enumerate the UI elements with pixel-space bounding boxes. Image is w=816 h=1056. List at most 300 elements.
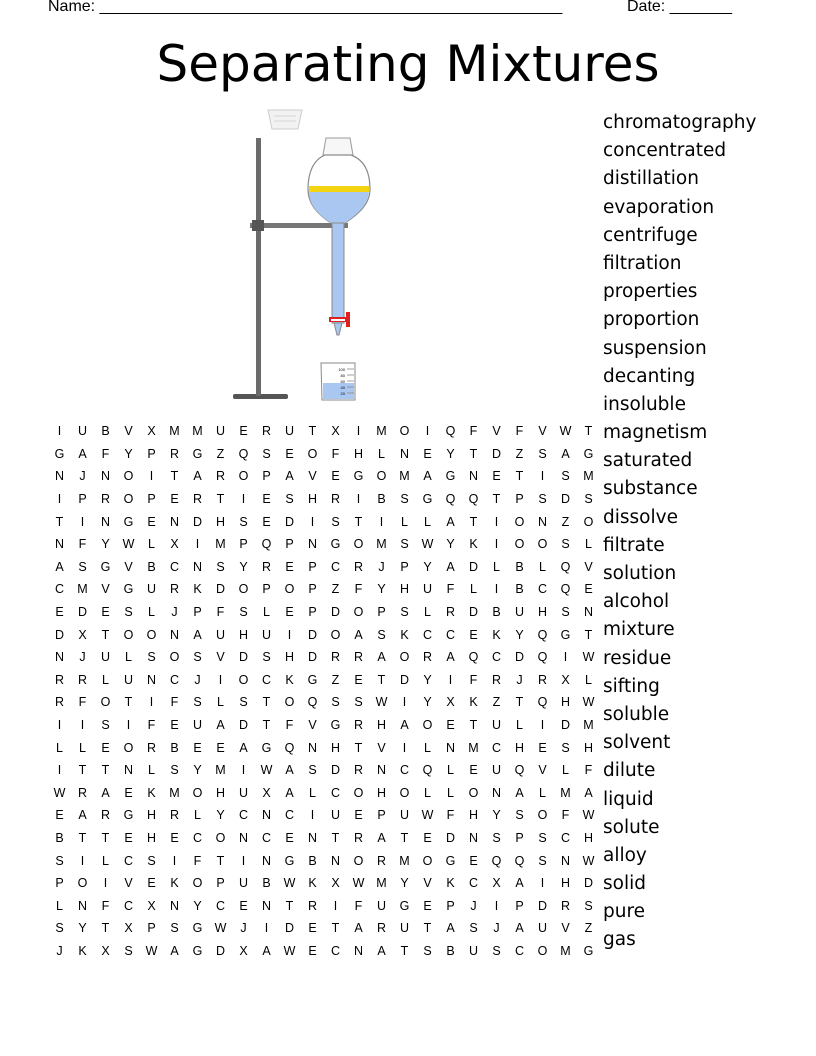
grid-letter[interactable]: I [241,492,246,507]
grid-letter[interactable]: F [193,853,202,868]
grid-letter[interactable]: O [192,785,203,800]
grid-letter[interactable]: E [492,469,501,484]
grid-letter[interactable]: M [399,469,410,484]
grid-letter[interactable]: I [57,492,62,507]
grid-letter[interactable]: V [377,740,386,755]
grid-letter[interactable]: Y [193,898,202,913]
grid-letter[interactable]: O [376,469,387,484]
grid-letter[interactable]: C [261,830,272,845]
grid-letter[interactable]: U [261,627,272,642]
grid-letter[interactable]: H [238,627,249,642]
grid-letter[interactable]: O [468,785,479,800]
grid-letter[interactable]: V [492,424,501,439]
grid-letter[interactable]: I [402,695,407,710]
grid-letter[interactable]: M [169,424,180,439]
grid-letter[interactable]: U [215,424,226,439]
grid-letter[interactable]: S [469,921,478,936]
grid-letter[interactable]: E [262,492,271,507]
grid-letter[interactable]: F [584,763,593,778]
grid-letter[interactable]: Q [514,853,525,868]
grid-letter[interactable]: P [308,605,317,620]
grid-letter[interactable]: E [285,559,294,574]
grid-letter[interactable]: G [123,582,134,597]
grid-letter[interactable]: H [330,740,341,755]
grid-letter[interactable]: U [376,898,387,913]
grid-letter[interactable]: L [148,537,155,552]
grid-letter[interactable]: J [79,650,86,665]
grid-letter[interactable]: W [122,537,135,552]
grid-letter[interactable]: G [330,718,341,733]
grid-letter[interactable]: W [283,943,296,958]
grid-letter[interactable]: N [261,898,272,913]
grid-letter[interactable]: E [239,424,248,439]
grid-letter[interactable]: T [262,718,271,733]
grid-letter[interactable]: P [377,605,386,620]
grid-letter[interactable]: O [123,492,134,507]
grid-letter[interactable]: S [124,943,133,958]
grid-letter[interactable]: C [468,876,479,891]
grid-letter[interactable]: C [514,943,525,958]
grid-letter[interactable]: D [560,718,571,733]
grid-letter[interactable]: R [376,853,387,868]
grid-letter[interactable]: L [585,672,592,687]
grid-letter[interactable]: S [331,514,340,529]
grid-letter[interactable]: S [147,853,156,868]
grid-letter[interactable]: S [584,898,593,913]
grid-letter[interactable]: C [330,559,341,574]
grid-letter[interactable]: R [537,672,548,687]
grid-letter[interactable]: E [55,808,64,823]
grid-letter[interactable]: T [400,943,409,958]
grid-letter[interactable]: T [308,424,317,439]
grid-letter[interactable]: V [124,559,133,574]
grid-letter[interactable]: K [400,627,409,642]
grid-letter[interactable]: M [215,763,226,778]
grid-letter[interactable]: H [537,605,548,620]
grid-letter[interactable]: R [330,650,341,665]
grid-letter[interactable]: H [583,830,594,845]
grid-letter[interactable]: C [261,672,272,687]
grid-letter[interactable]: L [125,650,132,665]
grid-letter[interactable]: Q [560,559,571,574]
grid-letter[interactable]: U [215,627,226,642]
grid-letter[interactable]: M [192,424,203,439]
grid-letter[interactable]: O [307,446,318,461]
grid-letter[interactable]: O [238,672,249,687]
grid-letter[interactable]: S [239,514,248,529]
grid-letter[interactable]: L [102,672,109,687]
grid-letter[interactable]: Y [124,446,133,461]
grid-letter[interactable]: H [583,740,594,755]
grid-letter[interactable]: B [170,740,179,755]
grid-letter[interactable]: A [354,627,363,642]
grid-letter[interactable]: K [147,785,156,800]
grid-letter[interactable]: R [353,718,364,733]
grid-letter[interactable]: H [215,785,226,800]
grid-letter[interactable]: I [172,853,177,868]
grid-letter[interactable]: N [192,559,203,574]
grid-letter[interactable]: C [238,808,249,823]
grid-letter[interactable]: C [123,853,134,868]
grid-letter[interactable]: N [123,763,134,778]
grid-letter[interactable]: G [307,672,318,687]
grid-letter[interactable]: L [424,605,431,620]
grid-letter[interactable]: S [400,605,409,620]
grid-letter[interactable]: S [55,921,64,936]
grid-letter[interactable]: U [284,424,295,439]
grid-letter[interactable]: R [100,492,111,507]
grid-letter[interactable]: D [468,559,479,574]
grid-letter[interactable]: A [400,718,409,733]
grid-letter[interactable]: N [54,469,65,484]
grid-letter[interactable]: F [78,695,87,710]
grid-letter[interactable]: I [494,514,499,529]
grid-letter[interactable]: L [194,808,201,823]
grid-letter[interactable]: I [103,876,108,891]
name-field[interactable]: Name: ____________________________________________________ [48,0,563,15]
grid-letter[interactable]: I [241,853,246,868]
grid-letter[interactable]: X [446,695,455,710]
grid-letter[interactable]: V [308,469,317,484]
grid-letter[interactable]: B [515,559,524,574]
grid-letter[interactable]: H [560,695,571,710]
grid-letter[interactable]: E [354,672,363,687]
grid-letter[interactable]: C [169,672,180,687]
grid-letter[interactable]: Z [216,446,225,461]
grid-letter[interactable]: C [491,650,502,665]
grid-letter[interactable]: T [170,469,179,484]
grid-letter[interactable]: F [354,582,363,597]
grid-letter[interactable]: S [538,830,547,845]
grid-letter[interactable]: E [216,740,225,755]
grid-letter[interactable]: E [101,740,110,755]
grid-letter[interactable]: V [124,424,133,439]
grid-letter[interactable]: N [560,853,571,868]
grid-letter[interactable]: E [446,718,455,733]
grid-letter[interactable]: R [100,808,111,823]
grid-letter[interactable]: E [354,808,363,823]
grid-letter[interactable]: I [310,514,315,529]
grid-letter[interactable]: F [469,672,478,687]
grid-letter[interactable]: Q [491,853,502,868]
grid-letter[interactable]: J [240,921,247,936]
grid-letter[interactable]: T [377,672,386,687]
grid-letter[interactable]: J [516,672,523,687]
grid-letter[interactable]: V [561,921,570,936]
grid-letter[interactable]: O [238,582,249,597]
grid-letter[interactable]: O [192,876,203,891]
grid-letter[interactable]: I [287,627,292,642]
grid-letter[interactable]: B [262,876,271,891]
grid-letter[interactable]: A [285,469,294,484]
grid-letter[interactable]: R [261,424,272,439]
grid-letter[interactable]: I [57,424,62,439]
grid-letter[interactable]: X [331,876,340,891]
grid-letter[interactable]: G [560,627,571,642]
grid-letter[interactable]: D [77,605,88,620]
grid-letter[interactable]: O [238,469,249,484]
grid-letter[interactable]: C [54,582,65,597]
grid-letter[interactable]: P [515,830,524,845]
grid-letter[interactable]: J [378,559,385,574]
grid-letter[interactable]: W [582,808,595,823]
grid-letter[interactable]: F [101,446,110,461]
grid-letter[interactable]: N [169,627,180,642]
grid-letter[interactable]: P [193,605,202,620]
grid-letter[interactable]: O [123,740,134,755]
grid-letter[interactable]: A [193,627,202,642]
grid-letter[interactable]: O [169,650,180,665]
grid-letter[interactable]: I [494,537,499,552]
grid-letter[interactable]: Z [492,695,501,710]
grid-letter[interactable]: A [584,785,593,800]
grid-letter[interactable]: D [330,605,341,620]
grid-letter[interactable]: Y [377,582,386,597]
grid-letter[interactable]: W [582,695,595,710]
grid-letter[interactable]: P [308,582,317,597]
grid-letter[interactable]: I [540,469,545,484]
grid-letter[interactable]: T [423,921,432,936]
grid-letter[interactable]: A [239,740,248,755]
grid-letter[interactable]: L [148,605,155,620]
grid-letter[interactable]: O [123,469,134,484]
grid-letter[interactable]: W [421,808,434,823]
grid-letter[interactable]: E [55,605,64,620]
grid-letter[interactable]: G [54,446,65,461]
grid-letter[interactable]: D [192,514,203,529]
grid-letter[interactable]: N [100,514,111,529]
grid-letter[interactable]: U [192,718,203,733]
grid-letter[interactable]: A [170,943,179,958]
grid-letter[interactable]: C [537,582,548,597]
grid-letter[interactable]: T [55,514,64,529]
grid-letter[interactable]: I [494,898,499,913]
grid-letter[interactable]: A [193,469,202,484]
grid-letter[interactable]: A [515,785,524,800]
grid-letter[interactable]: A [216,718,225,733]
grid-letter[interactable]: L [309,785,316,800]
grid-letter[interactable]: M [583,718,594,733]
grid-letter[interactable]: W [582,650,595,665]
grid-letter[interactable]: U [491,718,502,733]
grid-letter[interactable]: Z [584,921,593,936]
grid-letter[interactable]: P [446,898,455,913]
grid-letter[interactable]: P [400,559,409,574]
grid-letter[interactable]: Q [537,627,548,642]
grid-letter[interactable]: X [124,921,133,936]
grid-letter[interactable]: L [217,695,224,710]
grid-letter[interactable]: C [284,808,295,823]
grid-letter[interactable]: O [330,627,341,642]
grid-letter[interactable]: X [78,627,87,642]
grid-letter[interactable]: Q [560,582,571,597]
grid-letter[interactable]: S [55,853,64,868]
grid-letter[interactable]: F [216,605,225,620]
grid-letter[interactable]: C [330,943,341,958]
grid-letter[interactable]: R [353,830,364,845]
grid-letter[interactable]: F [561,808,570,823]
grid-letter[interactable]: I [195,537,200,552]
grid-letter[interactable]: P [147,921,156,936]
grid-letter[interactable]: I [80,514,85,529]
grid-letter[interactable]: D [583,876,594,891]
grid-letter[interactable]: Y [492,808,501,823]
grid-letter[interactable]: O [353,605,364,620]
grid-letter[interactable]: D [215,943,226,958]
grid-letter[interactable]: L [447,763,454,778]
grid-letter[interactable]: M [77,582,88,597]
grid-letter[interactable]: S [538,492,547,507]
grid-letter[interactable]: P [147,446,156,461]
grid-letter[interactable]: K [170,876,179,891]
grid-letter[interactable]: F [446,582,455,597]
grid-letter[interactable]: Q [514,763,525,778]
grid-letter[interactable]: N [468,830,479,845]
grid-letter[interactable]: G [100,559,111,574]
grid-letter[interactable]: S [423,943,432,958]
grid-letter[interactable]: T [492,492,501,507]
grid-letter[interactable]: S [561,469,570,484]
grid-letter[interactable]: R [54,695,65,710]
grid-letter[interactable]: L [539,785,546,800]
grid-letter[interactable]: Q [284,740,295,755]
grid-letter[interactable]: Q [468,492,479,507]
grid-letter[interactable]: D [284,514,295,529]
grid-letter[interactable]: D [468,605,479,620]
grid-letter[interactable]: N [491,785,502,800]
grid-letter[interactable]: K [285,672,294,687]
grid-letter[interactable]: S [239,695,248,710]
grid-letter[interactable]: U [123,672,134,687]
grid-letter[interactable]: K [492,627,501,642]
grid-letter[interactable]: P [515,492,524,507]
grid-letter[interactable]: N [307,830,318,845]
grid-letter[interactable]: L [539,559,546,574]
grid-letter[interactable]: H [353,446,364,461]
grid-letter[interactable]: E [124,785,133,800]
grid-letter[interactable]: C [422,627,433,642]
grid-letter[interactable]: I [241,763,246,778]
grid-letter[interactable]: A [377,830,386,845]
grid-letter[interactable]: N [169,514,180,529]
grid-letter[interactable]: A [101,785,110,800]
grid-letter[interactable]: R [192,492,203,507]
grid-letter[interactable]: Q [445,424,456,439]
grid-letter[interactable]: R [330,492,341,507]
grid-letter[interactable]: L [424,785,431,800]
grid-letter[interactable]: S [354,695,363,710]
grid-letter[interactable]: V [124,876,133,891]
grid-letter[interactable]: E [331,469,340,484]
grid-letter[interactable]: E [423,830,432,845]
grid-letter[interactable]: O [514,537,525,552]
grid-letter[interactable]: U [422,582,433,597]
grid-letter[interactable]: P [285,537,294,552]
grid-letter[interactable]: C [215,898,226,913]
grid-letter[interactable]: D [238,718,249,733]
grid-letter[interactable]: J [470,898,477,913]
grid-letter[interactable]: O [215,830,226,845]
grid-letter[interactable]: F [101,898,110,913]
grid-letter[interactable]: L [263,605,270,620]
grid-letter[interactable]: N [146,672,157,687]
grid-letter[interactable]: A [446,514,455,529]
grid-letter[interactable]: W [582,853,595,868]
grid-letter[interactable]: Q [537,695,548,710]
grid-letter[interactable]: G [123,514,134,529]
grid-letter[interactable]: Z [561,514,570,529]
grid-letter[interactable]: W [375,695,388,710]
grid-letter[interactable]: Q [307,695,318,710]
grid-letter[interactable]: Y [216,808,225,823]
grid-letter[interactable]: N [54,537,65,552]
grid-letter[interactable]: W [53,785,66,800]
grid-letter[interactable]: F [170,695,179,710]
grid-letter[interactable]: U [514,605,525,620]
grid-letter[interactable]: L [378,446,385,461]
grid-letter[interactable]: E [239,898,248,913]
grid-letter[interactable]: N [261,808,272,823]
grid-letter[interactable]: T [515,695,524,710]
grid-letter[interactable]: C [445,627,456,642]
grid-letter[interactable]: I [540,876,545,891]
grid-letter[interactable]: Y [101,537,110,552]
grid-letter[interactable]: L [516,718,523,733]
grid-letter[interactable]: N [169,898,180,913]
grid-letter[interactable]: R [169,582,180,597]
grid-letter[interactable]: I [540,718,545,733]
grid-letter[interactable]: W [559,424,572,439]
grid-letter[interactable]: D [307,627,318,642]
grid-letter[interactable]: B [492,605,501,620]
grid-letter[interactable]: S [538,446,547,461]
grid-letter[interactable]: Y [78,921,87,936]
grid-letter[interactable]: K [193,582,202,597]
grid-letter[interactable]: I [126,718,131,733]
grid-letter[interactable]: I [80,853,85,868]
grid-letter[interactable]: H [514,740,525,755]
grid-letter[interactable]: N [445,740,456,755]
grid-letter[interactable]: C [192,830,203,845]
grid-letter[interactable]: L [102,853,109,868]
grid-letter[interactable]: N [77,898,88,913]
grid-letter[interactable]: E [170,718,179,733]
grid-letter[interactable]: U [100,650,111,665]
grid-letter[interactable]: C [399,763,410,778]
grid-letter[interactable]: Z [331,582,340,597]
grid-letter[interactable]: U [399,808,410,823]
grid-letter[interactable]: G [261,740,272,755]
grid-letter[interactable]: Q [468,650,479,665]
grid-letter[interactable]: I [80,718,85,733]
grid-letter[interactable]: V [538,763,547,778]
grid-letter[interactable]: I [494,582,499,597]
grid-letter[interactable]: G [192,921,203,936]
grid-letter[interactable]: L [79,740,86,755]
grid-letter[interactable]: E [308,943,317,958]
grid-letter[interactable]: S [561,740,570,755]
grid-letter[interactable]: A [377,650,386,665]
grid-letter[interactable]: X [239,943,248,958]
grid-letter[interactable]: O [537,537,548,552]
grid-letter[interactable]: S [262,446,271,461]
grid-letter[interactable]: O [399,650,410,665]
grid-letter[interactable]: D [537,898,548,913]
grid-letter[interactable]: R [353,559,364,574]
grid-letter[interactable]: M [376,424,387,439]
grid-letter[interactable]: O [537,943,548,958]
grid-letter[interactable]: W [283,876,296,891]
